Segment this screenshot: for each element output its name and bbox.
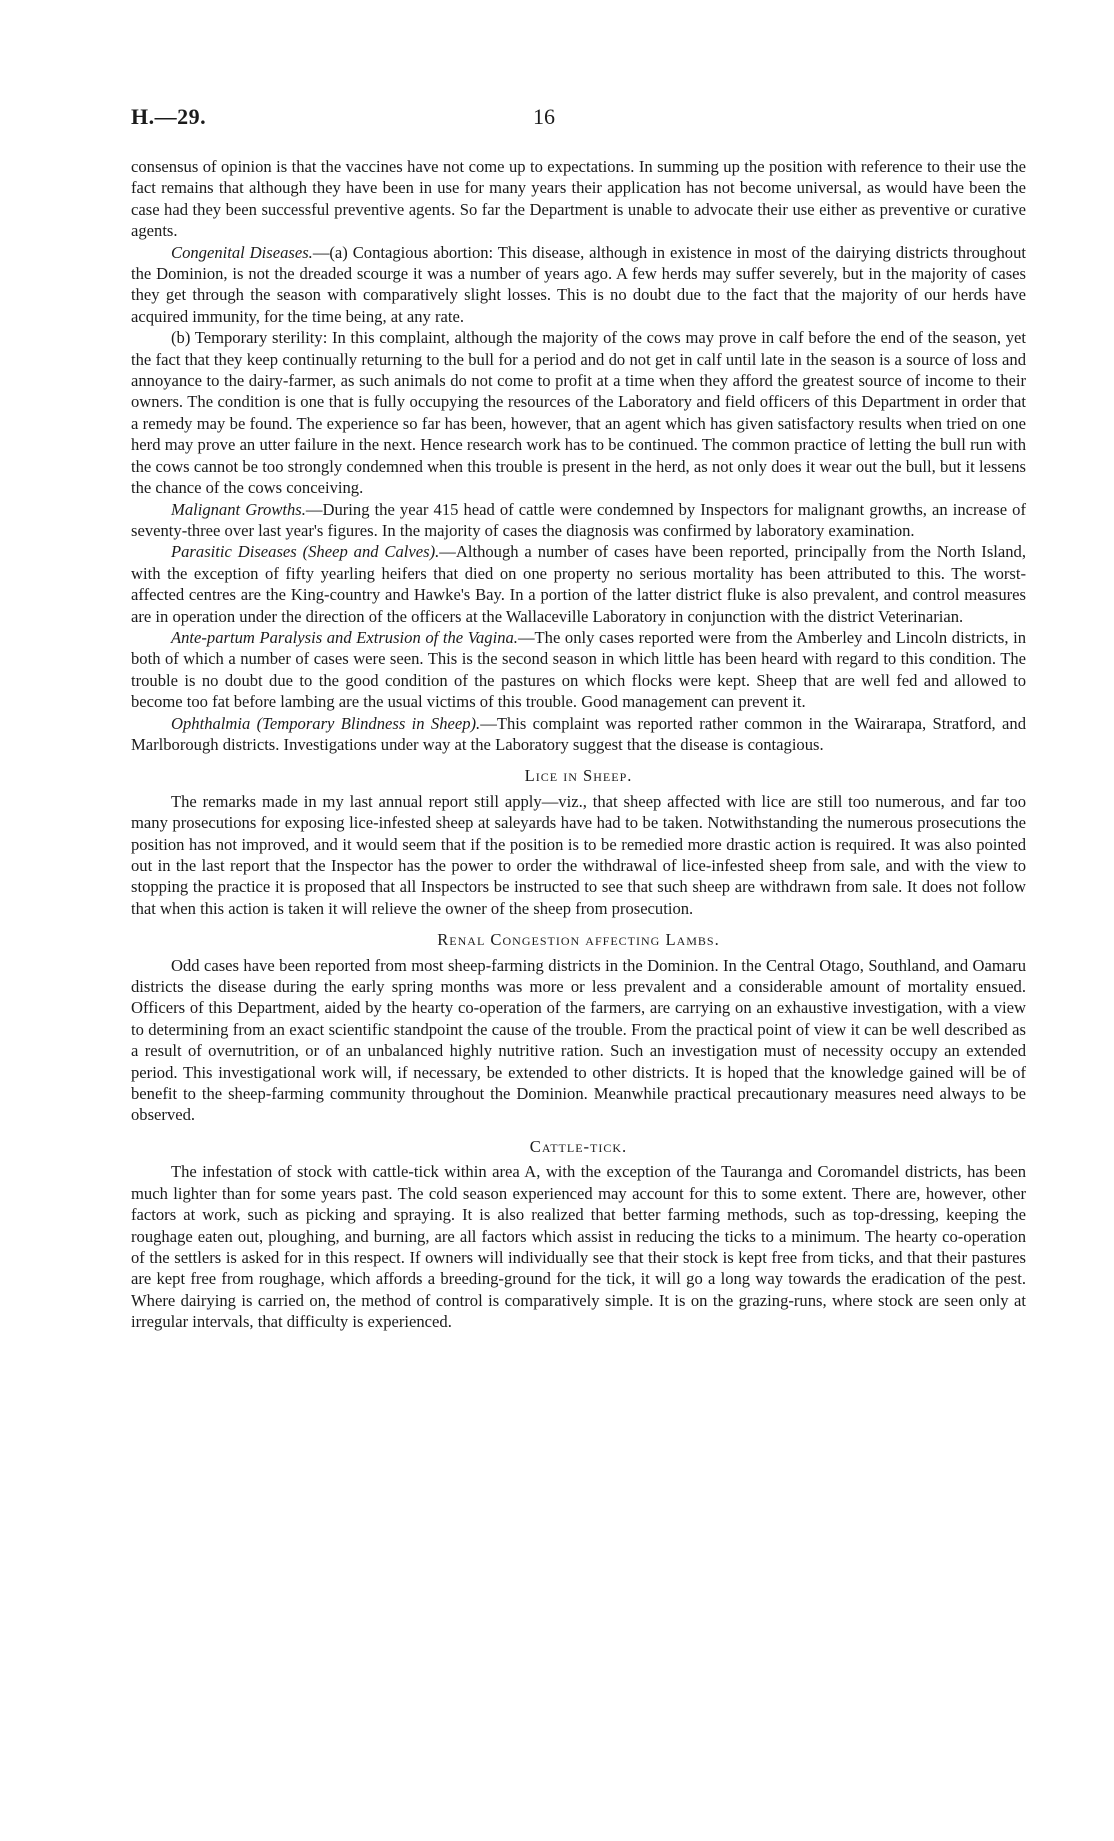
congenital-diseases-title: Congenital Diseases. bbox=[171, 242, 313, 262]
paragraph-renal-congestion: Odd cases have been reported from most sheep-farming districts in the Dominion. In the Central Otago, Southland, and Oamaru districts the disease during the early spring months was more or less prevalent and a considerable amount of mortality ensued. Officers of this Department, aided by the hearty co-operation of the farmers, are carrying on an exhaustive investigation, with a view to determining from an exact scientific standpoint the cause of the trouble. From the practical point of view it can be well described as a result of overnutrition, or of an unbalanced highly nutritive ration. Such an investigation must of necessity occupy an extended period. This investigational work will, if necessary, be extended to other districts. It is hoped that the knowledge gained will be of benefit to the sheep-farming community throughout the Dominion. Meanwhile practical precautionary measures need always to be observed. bbox=[131, 955, 1026, 1125]
paragraph-vaccines: consensus of opinion is that the vaccines have not come up to expectations. In summing up the position with reference to their use the fact remains that although they have been in use for many years their application has not become universal, as would have been the case had they been successful preventive agents. So far the Department is unable to advocate their use either as preventive or curative agents. bbox=[131, 157, 1026, 241]
ante-partum-text: —The only cases reported were from the Amberley and Lincoln districts, in both of which a number of cases were seen. This is the second season in which little has been heard with regard to this condition. The trouble is no doubt due to the good condition of the pastures on which flocks were kept. Sheep that are well fed and allowed to become too fat before lambing are the usual victims of this trouble. Good management can prevent it. bbox=[131, 627, 1026, 712]
body-text bbox=[131, 156, 1026, 1333]
section-heading-renal-congestion: Renal Congestion affecting Lambs. bbox=[437, 930, 720, 950]
parasitic-diseases-title: Parasitic Diseases (Sheep and Calves). bbox=[171, 542, 440, 562]
malignant-growths-text: —During the year 415 head of cattle were condemned by Inspectors for malignant growths, an increase of seventy-three over last year's figures. In the majority of cases the diagnosis was confirmed by laboratory examination. bbox=[131, 499, 1026, 540]
document-code: H.—29. bbox=[131, 104, 207, 129]
paragraph-lice-in-sheep: The remarks made in my last annual report still apply—viz., that sheep affected with lice are still too numerous, and far too many prosecutions for exposing lice-infested sheep at saleyards have had to be taken. Notwithstanding the numerous prosecutions the position has not improved, and it would seem that if the position is to be remedied more drastic action is required. It was also pointed out in the last report that the Inspector has the power to order the withdrawal of lice-infested sheep from sale, and with the view to stopping the practice it is proposed that all Inspectors be instructed to see that such sheep are withdrawn from sale. It does not follow that when this action is taken it will relieve the owner of the sheep from prosecution. bbox=[131, 791, 1026, 918]
paragraph-malignant-growths bbox=[131, 499, 1026, 542]
page-number: 16 bbox=[533, 104, 555, 129]
paragraph-ante-partum-paralysis bbox=[131, 627, 1026, 713]
section-heading-cattle-tick: Cattle-tick. bbox=[529, 1136, 628, 1156]
section-heading-lice-in-sheep: Lice in Sheep. bbox=[524, 766, 633, 786]
paragraph-parasitic-diseases bbox=[131, 541, 1026, 627]
paragraph-ophthalmia bbox=[131, 713, 1026, 756]
paragraph-congenital-diseases bbox=[131, 242, 1026, 328]
page-header bbox=[131, 104, 1026, 134]
congenital-diseases-text: —(a) Contagious abortion: This disease, although in existence in most of the dairying districts throughout the Dominion, is not the dreaded scourge it was a number of years ago. A few herds may suffer severely, but in the majority of cases they get through the season with comparatively slight losses. This is no doubt due to the fact that the majority of our herds have acquired immunity, for the time being, at any rate. bbox=[131, 242, 1026, 326]
malignant-growths-title: Malignant Growths. bbox=[171, 499, 306, 519]
paragraph-cattle-tick: The infestation of stock with cattle-tick within area A, with the exception of the Tauranga and Coromandel districts, has been much lighter than for some years past. The cold season experienced may account for this to some extent. There are, however, other factors at work, such as picking and spraying. It is also realized that better farming methods, such as top-dressing, keeping the roughage eaten out, ploughing, and burning, are all factors which assist in reducing the ticks to a minimum. The hearty co-operation of the settlers is asked for in this respect. If owners will individually see that their stock is kept free from ticks, and that their pastures are kept free from roughage, which affords a breeding-ground for the tick, it will go a long way towards the eradication of the pest. Where dairying is carried on, the method of control is comparatively simple. It is on the grazing-runs, where stock are seen only at irregular intervals, that difficulty is experienced. bbox=[131, 1162, 1026, 1332]
parasitic-diseases-text: —Although a number of cases have been reported, principally from the North Island, with the exception of fifty yearling heifers that died on one property no serious mortality has been attributed to this. The worst-affected centres are the King-country and Hawke's Bay. In a portion of the latter district fluke is also prevalent, and control measures are in operation under the direction of the officers at the Wallaceville Laboratory in conjunction with the district Veterinarian. bbox=[131, 542, 1026, 626]
paragraph-temporary-sterility: (b) Temporary sterility: In this complaint, although the majority of the cows may prove in calf before the end of the season, yet the fact that they keep continually returning to the bull for a period and do not get in calf until late in the season is a source of loss and annoyance to the dairy-farmer, as such animals do not come to profit at a time when they afford the greatest source of income to their owners. The condition is one that is fully occupying the resources of the Laboratory and field officers of this Department in order that a remedy may be found. The experience so far has been, however, that an agent which has given satisfactory results when tried on one herd may prove an utter failure in the next. Hence research work has to be continued. The common practice of letting the bull run with the cows cannot be too strongly condemned when this trouble is present in the herd, as not only does it wear out the bull, but it lessens the chance of the cows conceiving. bbox=[131, 328, 1026, 498]
ophthalmia-title: Ophthalmia (Temporary Blindness in Sheep). bbox=[171, 713, 481, 733]
ante-partum-title: Ante-partum Paralysis and Extrusion of the Vagina. bbox=[171, 627, 518, 647]
ophthalmia-text: —This complaint was reported rather common in the Wairarapa, Stratford, and Marlborough districts. Investigations under way at the Laboratory suggest that the disease is contagious. bbox=[131, 713, 1026, 754]
